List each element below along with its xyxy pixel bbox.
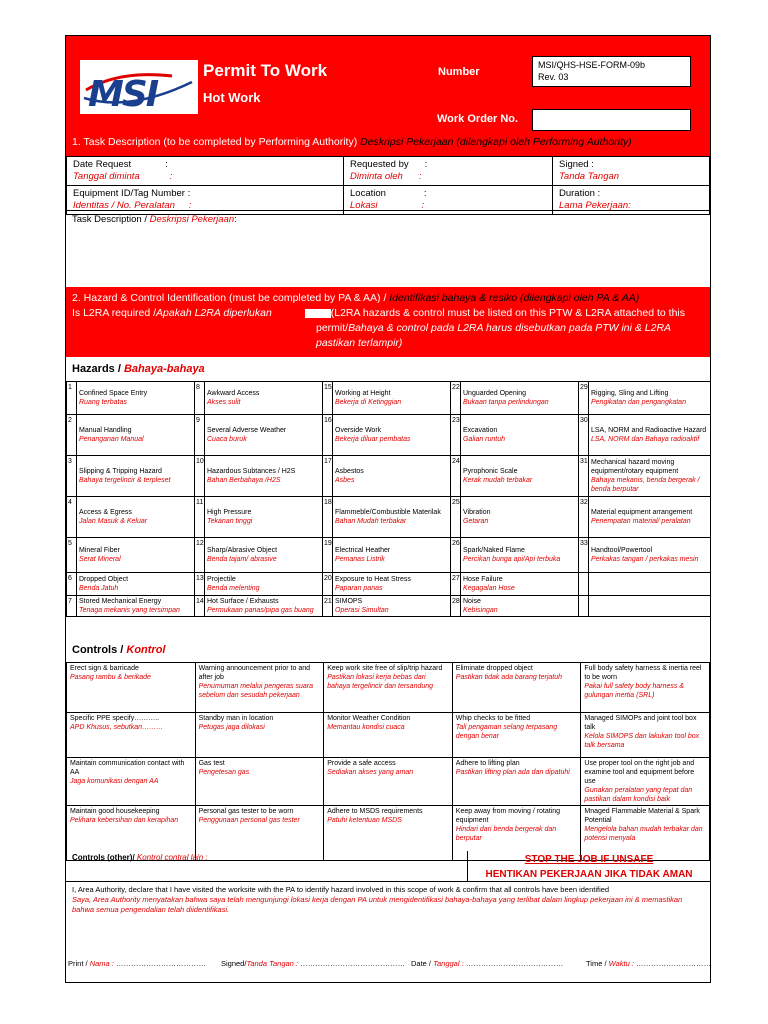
hazard-label-id: Bekerja di Ketinggian [335,399,402,406]
hazard-item[interactable] [77,497,195,538]
hazard-label-id: Penanganan Manual [79,436,144,443]
controls-title-en: Controls / [72,644,127,656]
permit-form [65,35,711,983]
signed-label-id: Tanda Tangan [559,171,620,182]
control-label-id: Memantau kondisi cuaca [327,724,405,731]
duration-label-id: Lama Pekerjaan: [559,200,631,211]
hazard-label: Flammeble/Combustible Materilak [335,509,441,516]
l2ra-note2-id: Bahaya & control pada L2RA harus disebutkan pada PTW ini & L2RA [348,322,672,334]
signed-sig-label-id: Tanda Tangan : [246,959,299,968]
hazard-row [67,497,711,538]
hazard-label: Awkward Access [207,390,260,397]
hazard-number: 13 [195,573,205,596]
hazard-number: 22 [451,382,461,415]
hazard-label: High Pressure [207,509,252,516]
control-item[interactable] [452,663,581,713]
hazard-row [67,573,711,596]
control-item[interactable] [324,713,453,758]
hazard-label: SIMOPS [335,598,363,605]
hazard-label: Spark/Naked Flame [463,547,525,554]
hazard-label-id: Paparan panas [335,585,383,592]
form-number-box [532,56,691,87]
hazard-row [67,538,711,573]
hazard-item[interactable] [205,596,323,617]
hazard-label: Mineral Fiber [79,547,120,554]
hazard-label-id: Benda tajam/ abrasive [207,556,277,563]
date-label: Date / [411,959,434,968]
control-item[interactable] [67,758,196,806]
control-label: Gas test [198,760,225,767]
date-dots: ………………………………… [463,959,564,968]
hazard-label: Hose Failure [463,576,503,583]
colon: : [423,188,427,199]
hazard-item[interactable] [589,382,711,415]
hazard-label-id: Kegagalan Hose [463,585,515,592]
section1-title-en: 1. Task Description (to be completed by Performing Authority) [72,136,358,148]
time-field[interactable] [586,959,711,968]
control-label-id: Patuhi ketentuan MSDS [327,817,402,824]
hazard-item[interactable] [333,538,451,573]
control-label: Provide a safe access [327,760,396,767]
colon: : [234,214,237,225]
hazard-number: 4 [67,497,77,538]
hazard-number: 11 [195,497,205,538]
control-label-id: Gunakan peralatan yang tepat dan pastikan dalam kondisi baik [584,787,693,803]
hazard-number: 17 [323,456,333,497]
control-label-id: Sediakan akses yang aman [327,769,414,776]
requested-by-cell[interactable] [344,157,553,186]
hazard-item[interactable] [589,596,711,617]
hazard-label-id: Kerak mudah terbakar [463,477,533,484]
control-item[interactable] [195,758,324,806]
work-order-label: Work Order No. [437,113,519,125]
hazard-number: 7 [67,596,77,617]
hazard-item[interactable] [333,596,451,617]
control-item[interactable] [67,663,196,713]
hazard-label: Mechanical hazard moving equipment/rotary equipment [591,459,679,475]
hazard-item[interactable] [77,596,195,617]
signed-dots: …………………………………… [298,959,406,968]
control-label-id: Mengelola bahan mudah terbakar dan potensi menyala [584,826,703,842]
form-revision: Rev. 03 [538,72,569,82]
control-label-id: Jaga komunikasi dengan AA [70,778,159,785]
hazard-label-id: Bukaan tanpa perlindungan [463,399,549,406]
control-label: Specific PPE specify……….. [70,715,160,722]
declaration-id: Saya, Area Authority menyatakan bahwa saya telah mengunjungi lokasi kerja dengan PA untuk mengidentifikasi bahaya-bahaya yang terlibat dalam lingkup pekerjaan ini & memastikan bahwa semua pengendalian telah diidentifikasi. [72,895,683,914]
hazard-label: Overside Work [335,427,382,434]
control-item[interactable] [581,758,710,806]
control-item[interactable] [195,663,324,713]
hazard-number: 12 [195,538,205,573]
hazard-label: Stored Mechanical Energy [79,598,162,605]
hazard-number: 29 [579,382,589,415]
hazard-number: 15 [323,382,333,415]
hazard-item[interactable] [333,415,451,456]
control-item[interactable] [195,713,324,758]
l2ra-note: (L2RA hazards & control must be listed on this PTW & L2RA attached to this [330,307,686,319]
hazard-item[interactable] [77,382,195,415]
hazard-label: Slipping & Tripping Hazard [79,468,162,475]
hazard-label-id: Bekerja diluar pembatas [335,436,411,443]
control-row [67,758,710,806]
hazard-label: Material equipment arrangement [591,509,693,516]
hazard-number: 3 [67,456,77,497]
control-label: Keep away from moving / rotating equipment [455,808,561,824]
hazard-item[interactable] [333,497,451,538]
hazard-label-id: Cuaca buruk [207,436,247,443]
hazard-label-id: Benda melenting [207,585,260,592]
hazard-label-id: Perkakas tangan / perkakas mesin [591,556,699,563]
requested-by-label-id: Diminta oleh [350,171,403,182]
hazard-number: 18 [323,497,333,538]
hazard-number: 6 [67,573,77,596]
hazard-item[interactable] [461,573,579,596]
control-label: Eliminate dropped object [455,665,533,672]
colon: : [421,200,425,211]
hazard-number: 23 [451,415,461,456]
hazard-row [67,382,711,415]
hazard-label-id: Kebisingan [463,607,498,614]
control-label: Warning announcement prior to and after job [198,665,311,681]
controls-title [66,640,710,662]
section1-title-id: Deskripsi Pekerjaan (dilengkapi oleh Performing Authority) [360,136,632,148]
time-label-id: Waktu : [608,959,634,968]
hazard-label: Asbestos [335,468,364,475]
stop-job-en: STOP THE JOB IF UNSAFE [524,854,654,865]
hazard-item[interactable] [333,573,451,596]
hazard-number: 33 [579,538,589,573]
declaration-section [66,881,710,984]
colon: : [165,159,168,170]
svg-text:MSI: MSI [88,74,158,114]
hazard-label-id: Tekanan tinggi [207,518,253,525]
control-label-id: Pakai full safety body harness & gulungan inertia (SRL) [584,683,684,699]
l2ra-note3-id: pastikan terlampir) [316,337,403,349]
hazard-item[interactable] [589,538,711,573]
hazard-label: Pyrophonic Scale [463,468,518,475]
hazard-label-id: Percikan bunga api/Api terbuka [463,556,561,563]
time-dots: ………………………… [633,959,712,968]
control-label: Use proper tool on the right job and examine tool and equipment before use [584,760,695,785]
hazard-number: 21 [323,596,333,617]
control-label-id: Hindari dari benda bergerak dan berputar [455,826,557,842]
control-label: Maintain good housekeeping [70,808,160,815]
date-request-label-id: Tanggal diminta [73,171,140,182]
hazard-label: Dropped Object [79,576,129,583]
hazard-number: 9 [195,415,205,456]
hazard-number: 25 [451,497,461,538]
control-label-id: Pastikan lokasi kerja bebas dari bahaya tergelincir dan tersandung [327,674,434,690]
hazard-label-id: Ruang terbatas [79,399,127,406]
hazard-label-id: Bahaya tergelincir & terpleset [79,477,171,484]
hazard-label: Several Adverse Weather [207,427,287,434]
hazard-label-id: Asbes [335,477,355,484]
hazard-item[interactable] [461,456,579,497]
control-item[interactable] [324,663,453,713]
task-description-field[interactable] [66,210,710,287]
task-description-label: Task Description / [72,214,150,225]
colon: : [169,171,173,182]
hazard-label-id: Operasi Simultan [335,607,389,614]
hazard-label: Hazardous Subtances / H2S [207,468,296,475]
hazard-label: Manual Handling [79,427,132,434]
l2ra-checkbox[interactable] [305,309,331,318]
print-label-id: Nama : [89,959,114,968]
control-label: Adhere to MSDS requirements [327,808,423,815]
signed-label: Signed : [559,159,594,170]
task-description-label-id: Deskripsi Pekerjaan [149,214,235,225]
control-label: Full body safety harness & inertia reel to be worn [584,665,702,681]
hazard-item[interactable] [77,573,195,596]
control-item[interactable] [581,663,710,713]
l2ra-question-id: Apakah L2RA diperlukan [156,307,272,319]
control-label: Keep work site free of slip/trip hazard [327,665,443,672]
controls-section [66,640,710,861]
hazard-label-id: Serat Mineral [79,556,121,563]
hazard-item[interactable] [77,538,195,573]
signed-sig-label: Signed/ [221,959,247,968]
hazard-item[interactable] [333,382,451,415]
hazard-number: 32 [579,497,589,538]
hazard-label: Exposure to Heat Stress [335,576,411,583]
control-label: Whip checks to be fitted [455,715,531,722]
duration-label: Duration : [559,188,601,199]
section2-header [66,287,710,357]
hazard-label-id: Bahan Mudah terbakar [335,518,407,525]
hazard-row [67,415,711,456]
hazards-title-id: Bahaya-bahaya [123,363,205,375]
hazard-number: 14 [195,596,205,617]
hazard-item[interactable] [205,382,323,415]
hazard-label: LSA, NORM and Radioactive Hazard [591,427,707,434]
hazard-label-id: Getaran [463,518,489,525]
hazard-label-id: Penempatan material/ peralatan [591,518,691,525]
control-label: Standby man in location [198,715,274,722]
hazards-title-en: Hazards / [72,363,124,375]
hazard-label-id: Pengikatan dan pengangkatan [591,399,686,406]
control-item[interactable] [452,713,581,758]
hazard-label: Confined Space Entry [79,390,148,397]
hazard-label: Electrical Heather [335,547,391,554]
section2-title-en: 2. Hazard & Control Identification (must be completed by PA & AA) / [72,292,390,304]
equipment-label-id: Identitas / No. Peralatan [73,200,175,211]
hazard-number: 8 [195,382,205,415]
hazard-label-id: Tenaga mekanis yang tersimpan [79,607,180,614]
date-field[interactable] [411,959,563,968]
hazard-item[interactable] [589,497,711,538]
hazard-number: 2 [67,415,77,456]
print-dots: ……………………………… [113,959,206,968]
control-label: Personal gas tester to be worn [198,808,294,815]
control-label-id: Pastikan tidak ada barang terjatuh [455,674,563,681]
equipment-label: Equipment ID/Tag Number : [73,188,191,199]
hazard-label: Excavation [463,427,498,434]
control-label-id: Petugas jaga dilokasi [198,724,265,731]
other-controls-label: Controls (other)/ [72,853,137,862]
print-name-field[interactable] [68,959,206,968]
hazard-label: Vibration [463,509,491,516]
control-item[interactable] [452,758,581,806]
hazard-row [67,456,711,497]
hazard-label: Unguarded Opening [463,390,527,397]
controls-title-id: Kontrol [126,644,166,656]
requested-by-label: Requested by [350,159,409,170]
hazard-label-id: Bahaya mekanis, benda bergerak / benda berputar [591,477,700,493]
hazard-item[interactable] [205,415,323,456]
location-label-id: Lokasi [350,200,378,211]
hazard-label: Projectile [207,576,236,583]
location-label: Location [350,188,386,199]
colon: : [418,171,422,182]
hazard-item[interactable] [461,497,579,538]
work-order-field[interactable] [532,109,691,131]
hazard-number: 10 [195,456,205,497]
control-label-id: Tali pengaman selang terpasang dengan benar [455,724,558,740]
date-request-cell[interactable] [67,157,344,186]
stop-job-warning [467,851,710,881]
hazard-number [579,573,589,596]
other-controls-field[interactable] [66,851,467,881]
print-label: Print / [68,959,90,968]
hazard-number: 30 [579,415,589,456]
task-info-table [66,156,710,215]
hazard-label-id: Benda Jatuh [79,585,119,592]
controls-table [66,662,710,861]
hazard-row [67,596,711,617]
hazard-number [579,596,589,617]
hazard-item[interactable] [461,596,579,617]
control-item[interactable] [67,713,196,758]
hazard-item[interactable] [333,456,451,497]
control-item[interactable] [581,713,710,758]
hazard-item[interactable] [205,456,323,497]
hazard-item[interactable] [77,456,195,497]
hazard-label-id: Pemanas Listrik [335,556,385,563]
hazard-number: 20 [323,573,333,596]
hazard-number: 31 [579,456,589,497]
hazards-title [66,357,710,381]
hazards-table [66,381,711,617]
l2ra-note2: permit/ [316,322,349,334]
hazard-item[interactable] [205,538,323,573]
control-label-id: Pasang rambu & berikade [70,674,151,681]
other-controls-label-id: Kontrol contral lain : [136,853,208,862]
date-request-label: Date Request [73,159,132,170]
hazard-label-id: Akses sulit [207,399,241,406]
hazard-label: Sharp/Abrasive Object [207,547,278,554]
hazards-section [66,357,710,617]
colon: : [424,159,428,170]
hazard-number: 26 [451,538,461,573]
colon: : [188,200,192,211]
section2-title-id: Identifikasi bahaya & resiko (dilengkapi oleh PA & AA) [389,292,640,304]
hazard-item[interactable] [205,573,323,596]
form-title: Permit To Work [203,61,328,80]
control-row [67,713,710,758]
hazard-number: 28 [451,596,461,617]
control-label: Adhere to lifting plan [455,760,520,767]
control-item[interactable] [324,758,453,806]
form-header [66,36,710,156]
hazard-label: Noise [463,598,481,605]
control-label: Mnaged Flammable Material & Spark Potential [584,808,700,824]
control-label: Managed SIMOPs and joint tool box talk [584,715,697,731]
hazard-label: Hot Surface / Exhausts [207,598,279,605]
hazard-item[interactable] [205,497,323,538]
control-row [67,663,710,713]
msi-logo [80,60,198,114]
control-label-id: Pelihara kebersihan dan kerapihan [70,817,179,824]
hazard-item[interactable] [589,573,711,596]
hazard-number: 16 [323,415,333,456]
hazard-label-id: Galian runtuh [463,436,506,443]
declaration-en: I, Area Authority, declare that I have visited the worksite with the PA to identify hazard involved in this scope of work & confirm that all controls have been identified [72,885,610,894]
hazard-label-id: LSA, NORM dan Bahaya radioaktif [591,436,700,443]
control-label-id: APD Khusus, sebutkan……… [70,724,163,731]
control-label: Monitor Weather Condition [327,715,411,722]
control-label-id: Kelola SIMOPS dan lakukan tool box talk bersama [584,733,700,749]
hazard-item[interactable] [77,415,195,456]
control-label-id: Pastikan lifting plan ada dan dipatuhi [455,769,570,776]
hazard-label: Rigging, Sling and Lifting [591,390,669,397]
l2ra-question: Is L2RA required / [72,307,157,319]
time-label: Time / [586,959,609,968]
hazard-label: Access & Egress [79,509,132,516]
hazard-item[interactable] [589,456,711,497]
signed-cell[interactable] [553,157,710,186]
hazard-number: 24 [451,456,461,497]
control-label-id: Penggunaan personal gas tester [198,817,300,824]
hazard-number: 19 [323,538,333,573]
hazard-number: 1 [67,382,77,415]
section1-title [72,136,632,148]
hazard-item[interactable] [461,382,579,415]
hazard-number: 5 [67,538,77,573]
hazard-label-id: Permukaan panas/pipa gas buang [207,607,314,614]
number-label: Number [438,66,480,78]
control-label: Maintain communication contact with AA [70,760,185,776]
hazard-label: Handtool/Powertool [591,547,653,554]
stop-job-id: HENTIKAN PEKERJAAN JIKA TIDAK AMAN [485,869,693,880]
hazard-number: 27 [451,573,461,596]
hazard-label: Working at Height [335,390,391,397]
hazard-item[interactable] [461,538,579,573]
control-label-id: Penumuman melalui pengeras suara sebelum dan sesudah pekerjaan [198,683,313,699]
hazard-label-id: Jalan Masuk & Keluar [79,518,148,525]
form-code: MSI/QHS-HSE-FORM-09b [538,60,646,70]
form-subtitle: Hot Work [203,90,261,105]
hazard-item[interactable] [589,415,711,456]
hazard-label-id: Bahan Berbahaya /H2S [207,477,281,484]
control-label-id: Pengetesan gas [198,769,250,776]
signed-field[interactable] [221,959,405,968]
control-label: Erect sign & barricade [70,665,139,672]
date-label-id: Tanggal : [433,959,464,968]
hazard-item[interactable] [461,415,579,456]
